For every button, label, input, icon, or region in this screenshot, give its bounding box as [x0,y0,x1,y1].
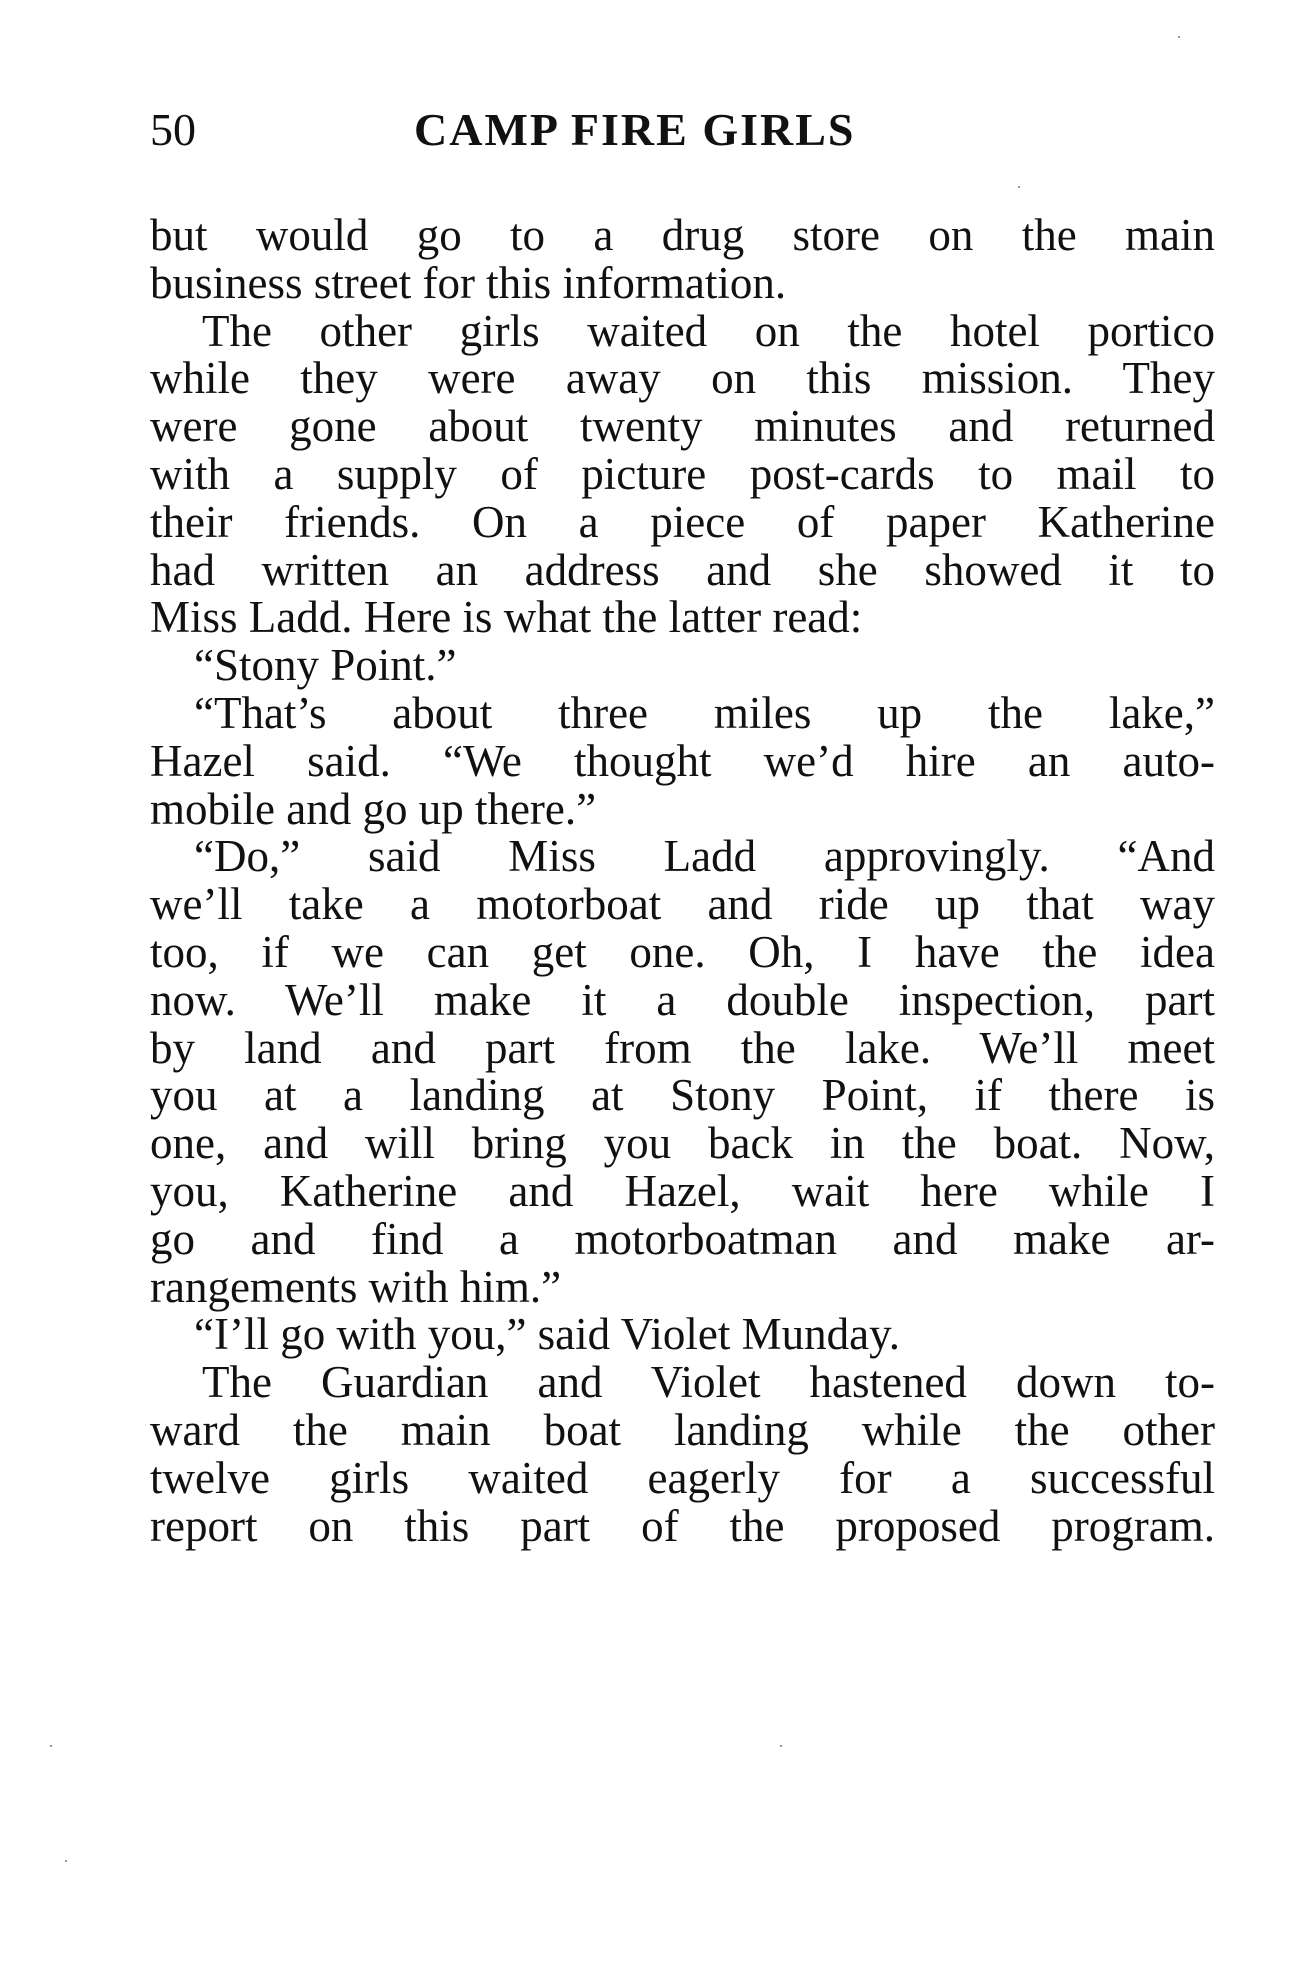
text-line: while they were away on this mission. They [150,353,1215,404]
text-line: The Guardian and Violet hastened down to- [202,1357,1215,1408]
text-line: report on this part of the proposed program. [150,1500,1215,1551]
text-line: you at a landing at Stony Point, if there is [150,1070,1215,1121]
text-line: had written an address and she showed it to [150,544,1215,595]
text-line: “Stony Point.” [194,640,457,691]
body-text [150,212,1215,1550]
text-line: business street for this information. [150,257,787,308]
text-line: “That’s about three miles up the lake,” [194,687,1215,738]
running-title: CAMP FIRE GIRLS [414,104,856,155]
text-line: Miss Ladd. Here is what the latter read: [150,592,863,643]
paper-speck [1018,186,1020,188]
text-line: rangements with him.” [150,1261,562,1312]
text-line: twelve girls waited eagerly for a successful [150,1452,1215,1503]
paper-speck [65,1860,67,1862]
text-line: but would go to a drug store on the main [150,210,1215,260]
text-line: too, if we can get one. Oh, I have the idea [150,926,1215,977]
paper-speck [50,1745,52,1747]
text-line: go and find a motorboatman and make ar- [150,1213,1215,1264]
text-line: by land and part from the lake. We’ll meet [150,1022,1215,1073]
text-line: “I’ll go with you,” said Violet Munday. [194,1309,900,1360]
text-line: you, Katherine and Hazel, wait here while I [150,1165,1215,1216]
text-line: The other girls waited on the hotel portico [202,305,1215,356]
text-line: we’ll take a motorboat and ride up that way [150,879,1215,930]
text-line: their friends. On a piece of paper Katherine [150,496,1215,547]
text-line: “Do,” said Miss Ladd approvingly. “And [194,831,1215,882]
page-header [150,98,1210,162]
text-line: with a supply of picture post-cards to mail to [150,448,1215,499]
text-line: now. We’ll make it a double inspection, part [150,974,1215,1025]
text-line: mobile and go up there.” [150,783,597,834]
text-line: ward the main boat landing while the other [150,1404,1215,1455]
text-line: Hazel said. “We thought we’d hire an auto- [150,735,1215,786]
text-line: one, and will bring you back in the boat. Now, [150,1118,1215,1169]
text-line: were gone about twenty minutes and returned [150,401,1215,452]
page-number: 50 [150,104,196,155]
paper-speck [1178,36,1180,38]
paper-speck [780,1745,782,1747]
